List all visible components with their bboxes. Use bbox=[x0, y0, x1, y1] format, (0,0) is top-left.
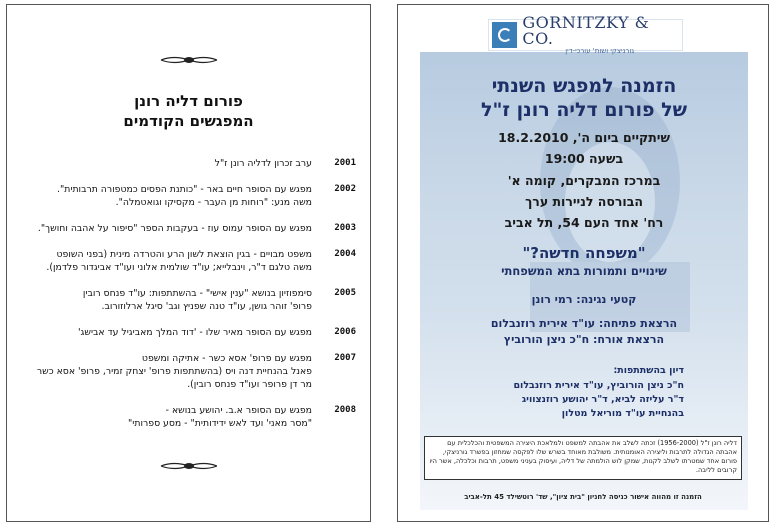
panel-member: ח"כ ניצן הורוביץ, עו"ד אירית רוזנבלום bbox=[513, 380, 684, 391]
bio-box: דליה רונן ז"ל (1956-2000) זכתה לשלב את אהבתה למשפט ולמלאכת היצירה המשפטית והכלכלית עם אהבתה הגדולה לתרבות וליצירה האומנותית. משולבת מאוחד בשרש שלו לפקסה שמחזון בפשרד גורניצקי, פורום אחד שמטרתו לשלב לקנות, שמקן לוש הולמתה של דליה, ועיסוק בעניני משפט, תרבות וכלכלה, אשר היו קרובים לליבה. bbox=[424, 436, 742, 480]
guest-lecture: הרצאת אורח: ח"כ ניצן הורוביץ bbox=[503, 333, 665, 346]
page-title: פורום דליה רונן bbox=[134, 92, 243, 110]
left-page bbox=[6, 4, 371, 522]
event-venue: במרכז המבקרים, קומה א' bbox=[507, 173, 661, 188]
entry-text: מפגש עם פרופ' אסא כשר - אתיקה ומשפט bbox=[141, 353, 312, 364]
entry-year: 2005 bbox=[334, 288, 356, 298]
entry-text: מפגש עם הסופר עמוס עוז - בעקבות הספר "סיפור על אהבה וחושך". bbox=[37, 223, 312, 234]
entry-text: סימפוזיון בנושא "ענין אישי" - בהשתתפות: עו"ד פנחס רובין bbox=[82, 288, 312, 299]
right-page bbox=[397, 4, 769, 522]
entry-text: "מסר מאני' ועד לאש ידידותית" - מסע ספרותי" bbox=[128, 418, 312, 429]
entry-text: פאנל בהנחיית דנה ויס (בהשתתפות פרופ' יצחק זמיר, פרופ' אסא כשר bbox=[36, 366, 312, 377]
list-item bbox=[25, 287, 356, 313]
panel-moderator: בהנחיית עו"ד מוריאל מטלון bbox=[561, 408, 684, 419]
list-item bbox=[25, 222, 356, 235]
entry-text: משה מנע: "רוחות מן העבר - מקסיקו וגואטמלה". bbox=[115, 197, 312, 208]
event-date: שיתקיים ביום ה', 18.2.2010 bbox=[498, 130, 670, 145]
entry-text: מפגש עם הסופר מאיר שלו - 'דוד המלך מאביגיל עד אבישג' bbox=[77, 327, 312, 338]
entry-text: מפגש עם הסופר חיים באר - "כותנת הפסים כמטפורה תרבותית". bbox=[57, 184, 312, 195]
panel-title: דיון בהשתתפות: bbox=[613, 365, 684, 376]
invitation-heading-2: של פורום דליה רונן ז"ל bbox=[481, 99, 687, 121]
entry-year: 2003 bbox=[334, 223, 356, 233]
list-item bbox=[25, 157, 356, 170]
entry-text: פרופ' זוהר גושן, עו"ד טנה שפניץ וגב' סיגל ארלוזורוב. bbox=[101, 301, 312, 312]
topic-title: "משפחה חדשה?" bbox=[522, 244, 646, 262]
company-logo bbox=[488, 13, 683, 55]
entry-text: משפט מבויים - בגין הוצאת לשון הרע והטרדה מינית (בפני השופט bbox=[56, 249, 312, 260]
entry-year: 2001 bbox=[334, 158, 356, 168]
list-item bbox=[25, 404, 356, 430]
list-item bbox=[25, 326, 356, 339]
event-address: רח' אחד העם 54, תל אביב bbox=[504, 215, 664, 230]
logo-tagline: גורניצקי ושות' עורכי-דין bbox=[565, 47, 635, 55]
ornament-divider-icon bbox=[159, 460, 219, 472]
entry-text: ערב זכרון לדליה רונן ז"ל bbox=[214, 158, 312, 169]
entry-year: 2007 bbox=[334, 353, 356, 363]
entry-text: משה טלגם ד"ר, וינבלייא; עו"ד שולמית אלוני ועו"ד אביגדור פלדמן). bbox=[46, 262, 312, 273]
event-venue-2: הבורסה לניירות ערך bbox=[525, 194, 643, 209]
entry-year: 2004 bbox=[334, 249, 356, 259]
entry-text: מר דן פרופר ועו"ד פנחס רובין). bbox=[187, 379, 312, 390]
ornament-divider-icon bbox=[159, 54, 219, 66]
opening-lecture: הרצאת פתיחה: עו"ד אירית רוזנבלום bbox=[490, 317, 678, 330]
list-item bbox=[25, 352, 356, 391]
music-line: קטעי נגינה: רמי רונן bbox=[531, 293, 637, 306]
invitation-heading: הזמנה למפגש השנתי bbox=[491, 75, 677, 97]
logo-name: GORNITZKY & CO. bbox=[522, 13, 650, 48]
list-item bbox=[25, 183, 356, 209]
entry-year: 2006 bbox=[334, 327, 356, 337]
logo-mark-icon bbox=[492, 22, 517, 48]
topic-subtitle: שינויים ותמורות בתא המשפחתי bbox=[501, 264, 667, 278]
panel-member: ד"ר עליזה לביא, ד"ר יהושע רוזנצוויג bbox=[521, 394, 684, 405]
page-subtitle: המפגשים הקודמים bbox=[123, 112, 254, 130]
footer-note: הזמנה זו מהווה אישור כניסה לחניון "בית ציון", שד' רוטשילד 45 תל-אביב bbox=[464, 493, 702, 501]
entry-year: 2002 bbox=[334, 184, 356, 194]
entry-text: מפגש עם הסופר א.ב. יהושע בנושא - bbox=[165, 405, 312, 416]
meetings-list bbox=[25, 157, 356, 430]
list-item bbox=[25, 248, 356, 274]
entry-year: 2008 bbox=[334, 405, 356, 415]
event-time: בשעה 19:00 bbox=[544, 151, 624, 166]
